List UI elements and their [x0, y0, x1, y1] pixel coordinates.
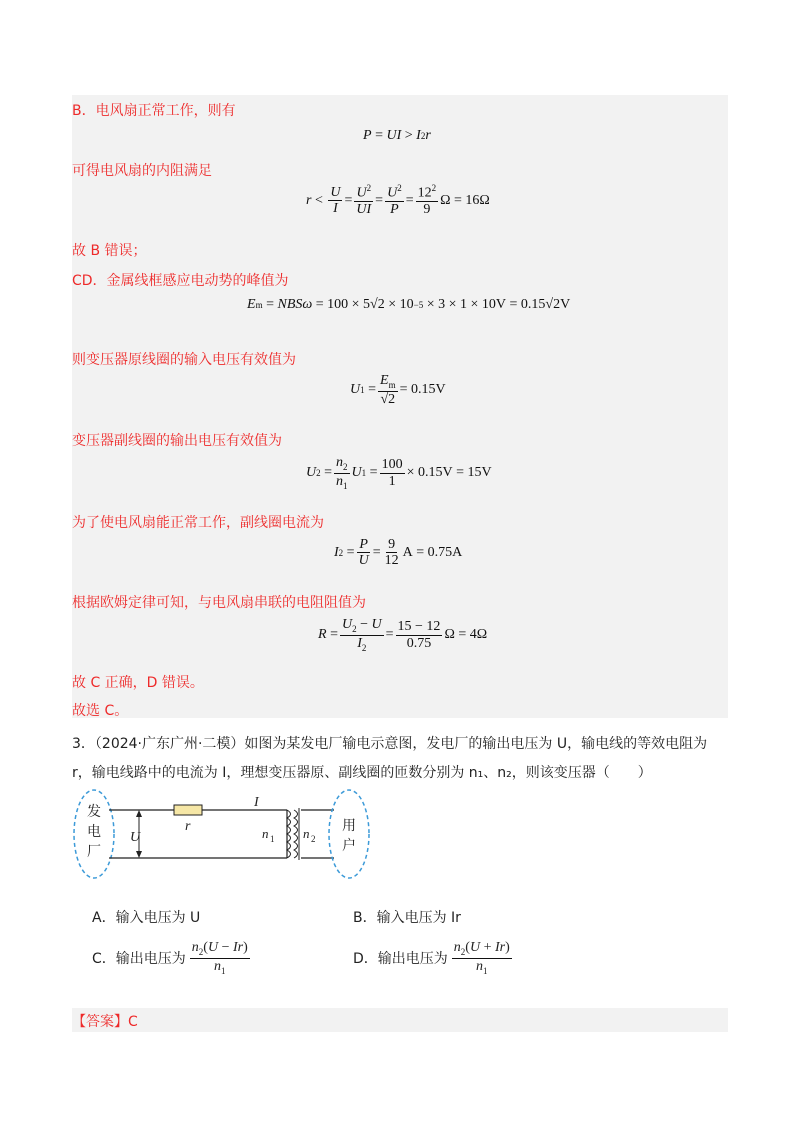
svg-text:户: 户: [342, 838, 356, 854]
question-line-2: r，输电线路中的电流为 I，理想变压器原、副线圈的匝数分别为 n₁、n₂，则该变压器（ ）: [72, 765, 652, 781]
plant-label: 发: [87, 804, 101, 820]
secondary-output: 变压器副线圈的输出电压有效值为: [72, 433, 282, 449]
resistor-r: [174, 805, 202, 815]
user-ellipse: [329, 790, 369, 878]
svg-text:厂: 厂: [87, 844, 101, 860]
n1-label: n: [262, 826, 269, 841]
option-b[interactable]: B．输入电压为 Ir: [353, 910, 461, 926]
option-c[interactable]: C．输出电压为 $\frac{n_2(U - Ir)}{n_1}$: [92, 940, 248, 976]
eq-internal-resistance: r < $\frac{U}{I}$ = $\frac{U^2}{UI}$ = $\frac{U^2}{P}$ = $\frac{12^2}{9}$ Ω = 16Ω: [306, 183, 490, 218]
primary-input: 则变压器原线圈的输入电压有效值为: [72, 352, 296, 368]
question-line-1: 3．（2024·广东广州·二模）如图为某发电厂输电示意图，发电厂的输出电压为 U，输电线的等效电阻为: [72, 736, 708, 752]
eq-secondary-current: I 2 = $\frac{P}{U}$ = $\frac{9}{12}$ A = 0.75A: [334, 537, 463, 569]
r-label: r: [185, 819, 191, 834]
secondary-coil: [294, 810, 298, 858]
n2-label: n: [303, 826, 310, 841]
eq-series-resistance: R = $\frac{U_2 - U}{I_2}$ = $\frac{15 - 12}{0.75}$ Ω = 4Ω: [318, 617, 488, 653]
b-internal: 可得电风扇的内阻满足: [72, 163, 212, 179]
user-label: 用: [342, 818, 356, 834]
resistor-text: 根据欧姆定律可知，与电风扇串联的电阻阻值为: [72, 595, 366, 611]
eq-secondary-voltage: U 2 = $\frac{n_2}{n_1}$ U 1 = $\frac{100}{1}$ × 0.15V = 15V: [306, 455, 492, 491]
c-conclusion: 故 C 正确，D 错误。: [72, 675, 204, 691]
choose-text: 故选 C。: [72, 703, 129, 719]
svg-text:1: 1: [270, 834, 275, 844]
b-intro: B．电风扇正常工作，则有: [72, 103, 236, 119]
svg-text:电: 电: [87, 824, 101, 840]
answer-text: 【答案】C: [72, 1014, 138, 1030]
i-label: I: [254, 795, 259, 810]
u-label: U: [130, 830, 141, 845]
transmission-diagram: [72, 786, 372, 886]
cd-intro: CD．金属线框感应电动势的峰值为: [72, 273, 289, 289]
eq-power: P = UI > I 2 r: [363, 128, 431, 143]
answer-bar: [72, 1008, 728, 1032]
primary-coil: [287, 810, 291, 858]
option-a[interactable]: A．输入电压为 U: [92, 910, 201, 926]
eq-emf-peak: E m = NBSω = 100 × 5√2 × 10 −5 × 3 × 1 × 10V = 0.15√2V: [247, 297, 571, 312]
option-d[interactable]: D．输出电压为 $\frac{n_2(U + Ir)}{n_1}$: [353, 940, 510, 976]
b-conclusion: 故 B 错误；: [72, 243, 147, 259]
option-c-label: C．输出电压为: [92, 951, 186, 968]
eq-primary-voltage: U 1 = $\frac{E_m}{√2}$ = 0.15V: [350, 373, 446, 407]
option-d-label: D．输出电压为: [353, 951, 448, 968]
svg-text:2: 2: [311, 834, 316, 844]
current-text: 为了使电风扇能正常工作，副线圈电流为: [72, 515, 324, 531]
